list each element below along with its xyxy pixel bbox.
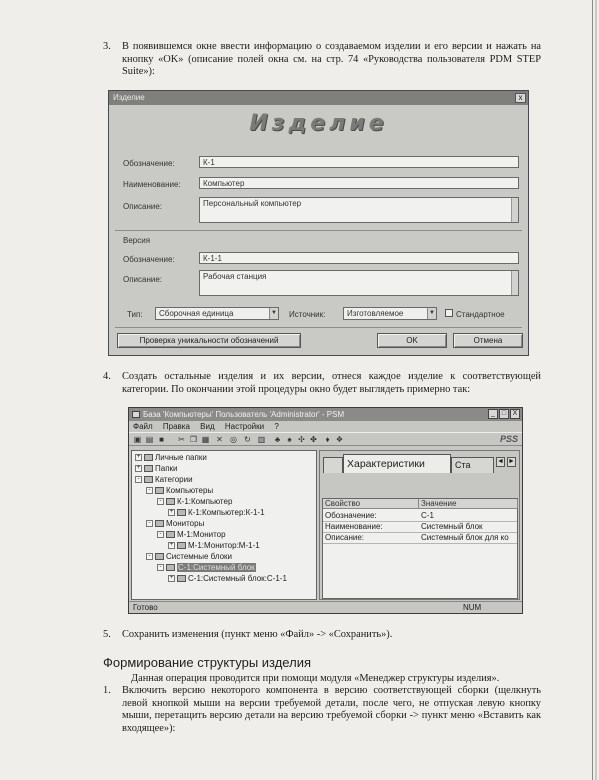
type-value: Сборочная единица xyxy=(159,309,234,318)
find-icon[interactable]: ◎ xyxy=(230,435,237,444)
description-label: Описание: xyxy=(123,202,163,211)
properties-icon[interactable]: ▥ xyxy=(257,435,266,444)
expand-icon[interactable]: + xyxy=(136,454,141,461)
chevron-down-icon[interactable]: ▼ xyxy=(427,308,436,319)
refresh-icon[interactable]: ↻ xyxy=(244,435,251,444)
section-divider xyxy=(115,230,522,231)
grid-cell-property[interactable]: Обозначение: xyxy=(325,511,377,520)
menu-help[interactable]: ? xyxy=(274,422,279,431)
tree-icon[interactable]: ✤ xyxy=(310,435,317,444)
menu-edit[interactable]: Правка xyxy=(162,422,190,431)
category-icon xyxy=(155,553,164,560)
version-designation-field[interactable]: К-1-1 xyxy=(199,252,519,264)
step-text: В появившемся окне ввести информацию о создаваемом изделии и его версии и нажать на кнопку «OK» (описание полей окна см. на стр. 74 «Руководства пользователя PDM STEP Suite»): xyxy=(122,41,541,78)
section-intro: Данная операция проводится при помощи модуля «Менеджер структуры изделия». xyxy=(131,673,500,684)
options-icon[interactable]: ❖ xyxy=(335,435,344,444)
grid-cell-property[interactable]: Наименование: xyxy=(325,522,383,531)
description-scrollbar[interactable] xyxy=(511,198,518,222)
collapse-icon[interactable]: - xyxy=(157,564,164,571)
group-icon[interactable]: ♠ xyxy=(287,435,292,444)
tree-node-label: Папки xyxy=(155,464,178,473)
step-text: Включить версию некоторого компонента в версию соответствующей сборки (щелкнуть левой кнопкой мыши на версии требуемой детали, после чего, не отпуская левую кнопку мыши, перетащить версию детали на версию требуемой сборки -> пункт меню «Вставить как входящее»): xyxy=(122,685,541,734)
designation-label: Обозначение: xyxy=(123,159,175,168)
step-number: 1. xyxy=(103,685,111,696)
tab-scroll-right-icon[interactable]: ► xyxy=(508,458,515,465)
folder-icon xyxy=(144,476,153,483)
name-field[interactable]: Компьютер xyxy=(199,177,519,189)
app-icon xyxy=(132,411,140,418)
version-description-label: Описание: xyxy=(123,275,163,284)
tree-node[interactable] xyxy=(135,453,207,463)
tree-node-label: Системные блоки xyxy=(166,552,233,561)
product-icon xyxy=(166,531,175,538)
designation-field[interactable]: К-1 xyxy=(199,156,519,168)
step-number: 3. xyxy=(103,41,111,52)
tab-strip xyxy=(320,451,519,473)
properties-grid xyxy=(322,498,518,599)
tree-node[interactable] xyxy=(168,508,265,518)
window-titlebar xyxy=(129,408,522,421)
page-edge-shadow xyxy=(595,0,597,780)
tree-node-label: С-1:Системный блок:С-1-1 xyxy=(188,574,287,583)
version-icon xyxy=(177,542,186,549)
row-divider xyxy=(323,543,517,544)
expand-icon[interactable]: + xyxy=(169,509,174,516)
cancel-button[interactable]: Отмена xyxy=(453,333,523,348)
description-value: Персональный компьютер xyxy=(203,199,302,208)
status-text: Готово xyxy=(133,603,158,612)
description-field[interactable] xyxy=(199,197,519,223)
column-header-value[interactable]: Значение xyxy=(419,499,518,509)
type-label: Тип: xyxy=(127,310,143,319)
navigation-tree xyxy=(131,450,317,600)
collapse-icon[interactable]: - xyxy=(146,487,153,494)
category-icon xyxy=(155,487,164,494)
version-designation-label: Обозначение: xyxy=(123,255,175,264)
product-icon xyxy=(166,498,175,505)
tree-node[interactable] xyxy=(135,475,193,485)
tree-node[interactable] xyxy=(168,541,260,551)
collapse-icon[interactable]: - xyxy=(146,520,153,527)
column-header-property[interactable]: Свойство xyxy=(323,499,419,509)
category-icon xyxy=(155,520,164,527)
tree-node-selected[interactable] xyxy=(157,563,256,573)
version-icon xyxy=(177,575,186,582)
version-icon xyxy=(177,509,186,516)
folder-icon xyxy=(144,465,153,472)
step-number: 4. xyxy=(103,371,111,382)
standard-label: Стандартное xyxy=(456,310,505,319)
tree-node[interactable] xyxy=(135,464,178,474)
grid-cell-property[interactable]: Описание: xyxy=(325,533,365,542)
users-icon[interactable]: ♣ xyxy=(274,435,281,444)
open-icon[interactable]: ▣ xyxy=(133,435,142,444)
buttons-divider xyxy=(115,327,522,328)
tab-scroll-left-icon[interactable]: ◄ xyxy=(497,458,504,465)
folder-icon[interactable]: ▤ xyxy=(145,435,154,444)
tab-characteristics-label: Характеристики xyxy=(347,458,425,470)
collapse-icon[interactable]: - xyxy=(135,476,142,483)
grid-cell-value[interactable]: Системный блок для ко xyxy=(421,533,509,542)
standard-checkbox[interactable] xyxy=(445,309,453,317)
source-label: Источник: xyxy=(289,310,326,319)
minimize-icon[interactable]: _ xyxy=(488,409,498,419)
tree-node[interactable] xyxy=(157,530,226,540)
collapse-icon[interactable]: - xyxy=(157,498,164,505)
version-section-label: Версия xyxy=(123,236,151,245)
type-select[interactable] xyxy=(155,307,279,320)
pss-logo: PSS xyxy=(499,434,518,444)
paste-icon[interactable]: ▦ xyxy=(201,435,210,444)
collapse-icon[interactable]: - xyxy=(157,531,164,538)
tree-node-label: Компьютеры xyxy=(166,486,214,495)
tab-previous[interactable] xyxy=(323,457,343,473)
toolbar xyxy=(129,432,522,446)
tree-node[interactable] xyxy=(157,497,232,507)
version-description-field[interactable] xyxy=(199,270,519,296)
page-edge xyxy=(592,0,593,780)
tab-characteristics[interactable] xyxy=(343,454,451,473)
tree-node-label: С-1:Системный блок xyxy=(178,563,255,572)
num-lock-indicator: NUM xyxy=(463,603,482,612)
grid-cell-value[interactable]: Системный блок xyxy=(421,522,483,531)
version-description-scrollbar[interactable] xyxy=(511,271,518,295)
close-icon[interactable]: X xyxy=(510,409,520,419)
dialog-title: Изделие xyxy=(113,93,145,102)
menu-bar xyxy=(129,421,522,432)
tree-node-label: М-1:Монитор:М-1-1 xyxy=(188,541,260,550)
menu-settings[interactable]: Настройки xyxy=(224,422,265,431)
save-icon[interactable]: ■ xyxy=(159,435,164,444)
properties-pane xyxy=(319,450,520,600)
name-label: Наименование: xyxy=(123,180,181,189)
collapse-icon[interactable]: - xyxy=(146,553,153,560)
tree-node-label: М-1:Монитор xyxy=(177,530,226,539)
delete-icon[interactable]: ✕ xyxy=(216,435,223,444)
menu-view[interactable]: Вид xyxy=(200,422,215,431)
folder-icon xyxy=(144,454,153,461)
expand-icon[interactable]: + xyxy=(169,542,174,549)
product-dialog xyxy=(108,90,529,356)
tab-status[interactable] xyxy=(451,457,494,473)
section-heading: Формирование структуры изделия xyxy=(103,655,311,670)
tab-status-label: Ста xyxy=(455,460,471,470)
dialog-heading: Изделие xyxy=(249,111,388,136)
structure-icon[interactable]: ♦ xyxy=(325,435,330,444)
tree-node-label: Мониторы xyxy=(166,519,205,528)
check-uniqueness-button[interactable]: Проверка уникальности обозначений xyxy=(117,333,301,348)
tree-node-label: К-1:Компьютер:К-1-1 xyxy=(188,508,265,517)
close-icon[interactable]: x xyxy=(515,93,526,103)
step-text: Создать остальные изделия и их версии, отнеся каждое изделие к соответствующей категории. По окончании этой процедуры окно будет выглядеть примерно так: xyxy=(122,371,541,395)
tree-node-label: Категории xyxy=(155,475,193,484)
product-icon xyxy=(166,564,175,571)
menu-file[interactable]: Файл xyxy=(133,422,153,431)
tree-node[interactable] xyxy=(146,519,204,529)
copy-icon[interactable]: ❐ xyxy=(189,435,198,444)
tree-node[interactable] xyxy=(168,574,287,584)
cut-icon[interactable]: ✂ xyxy=(178,435,185,444)
source-value: Изготовляемое xyxy=(347,309,404,318)
psm-window xyxy=(128,407,523,614)
status-bar xyxy=(129,601,522,613)
expand-icon[interactable]: + xyxy=(136,465,141,472)
tree-node-label: К-1:Компьютер xyxy=(177,497,233,506)
step-text: Сохранить изменения (пункт меню «Файл» -> «Сохранить»). xyxy=(122,629,393,640)
expand-icon[interactable]: + xyxy=(169,575,174,582)
tree-node[interactable] xyxy=(146,552,232,562)
link-icon[interactable]: ✣ xyxy=(298,435,305,444)
ok-button[interactable]: OK xyxy=(377,333,447,348)
window-title: База 'Компьютеры' Пользователь 'Administrator' - PSM xyxy=(143,410,345,419)
maximize-icon[interactable]: □ xyxy=(499,409,509,419)
chevron-down-icon[interactable]: ▼ xyxy=(269,308,278,319)
tree-node-label: Личные папки xyxy=(155,453,207,462)
grid-cell-value[interactable]: С-1 xyxy=(421,511,434,520)
version-description-value: Рабочая станция xyxy=(203,272,267,281)
tree-node[interactable] xyxy=(146,486,213,496)
source-select[interactable] xyxy=(343,307,437,320)
step-number: 5. xyxy=(103,629,111,640)
dialog-titlebar xyxy=(109,91,528,105)
